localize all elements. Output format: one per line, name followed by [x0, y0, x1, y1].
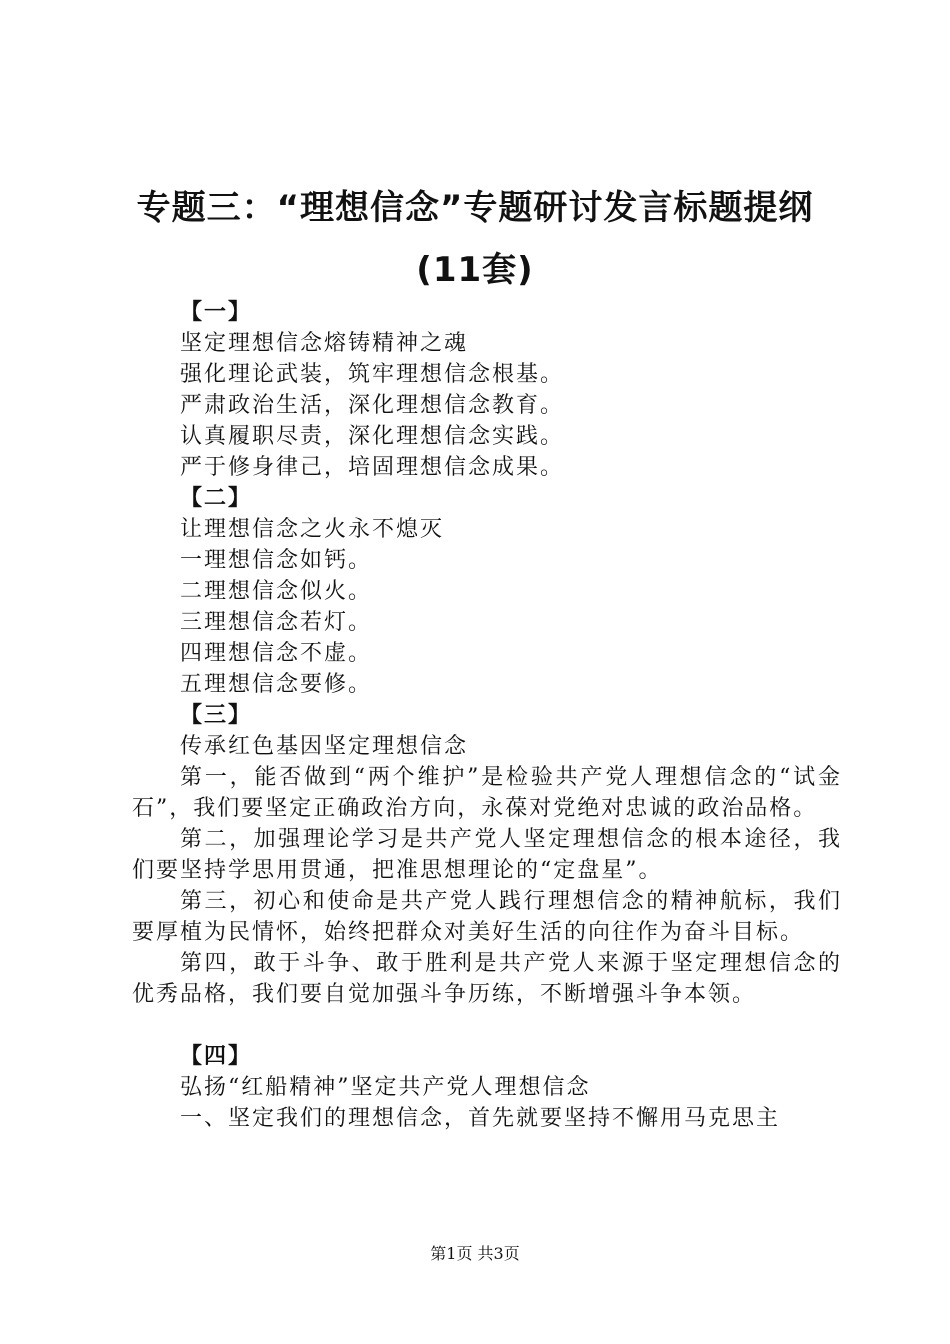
- section-label: 【四】: [180, 1043, 253, 1069]
- body-paragraph: 第二，加强理论学习是共产党人坚定理想信念的根本途径，我们要坚持学思用贯通，把准思想理论的“定盘星”。: [132, 827, 842, 883]
- body-paragraph: 第一，能否做到“两个维护”是检验共产党人理想信念的“试金石”，我们要坚定正确政治方向，永葆对党绝对忠诚的政治品格。: [132, 765, 842, 821]
- section-label: 【一】: [180, 299, 253, 325]
- outline-item: 三理想信念若灯。: [180, 610, 373, 635]
- document-title-suffix: (11套): [416, 250, 534, 290]
- outline-item: 严于修身律己，培固理想信念成果。: [180, 455, 565, 480]
- document-body: [132, 297, 842, 1134]
- paragraph-spacer: [132, 1010, 842, 1041]
- outline-item: 严肃政治生活，深化理想信念教育。: [180, 393, 565, 418]
- section-heading: 坚定理想信念熔铸精神之魂: [180, 331, 469, 356]
- outline-item: 一理想信念如钙。: [180, 548, 373, 573]
- section-heading: 弘扬“红船精神”坚定共产党人理想信念: [180, 1075, 591, 1100]
- section-heading: 传承红色基因坚定理想信念: [180, 734, 469, 759]
- outline-item: 强化理论武装，筑牢理想信念根基。: [180, 362, 565, 387]
- page-footer: 第1页 共3页: [430, 1244, 520, 1263]
- outline-item: 五理想信念要修。: [180, 672, 373, 697]
- outline-item: 认真履职尽责，深化理想信念实践。: [180, 424, 565, 449]
- outline-item: 四理想信念不虚。: [180, 641, 373, 666]
- section-label: 【二】: [180, 485, 253, 511]
- section-heading: 让理想信念之火永不熄灭: [180, 517, 445, 542]
- outline-item: 二理想信念似火。: [180, 579, 373, 604]
- document-title: 专题三：“理想信念”专题研讨发言标题提纲: [136, 188, 814, 228]
- body-paragraph: 第四，敢于斗争、敢于胜利是共产党人来源于坚定理想信念的优秀品格，我们要自觉加强斗争历练，不断增强斗争本领。: [132, 951, 842, 1007]
- body-paragraph: 第三，初心和使命是共产党人践行理想信念的精神航标，我们要厚植为民情怀，始终把群众对美好生活的向往作为奋斗目标。: [132, 889, 842, 945]
- body-paragraph: 一、坚定我们的理想信念，首先就要坚持不懈用马克思主: [180, 1106, 781, 1131]
- section-label: 【三】: [180, 702, 253, 728]
